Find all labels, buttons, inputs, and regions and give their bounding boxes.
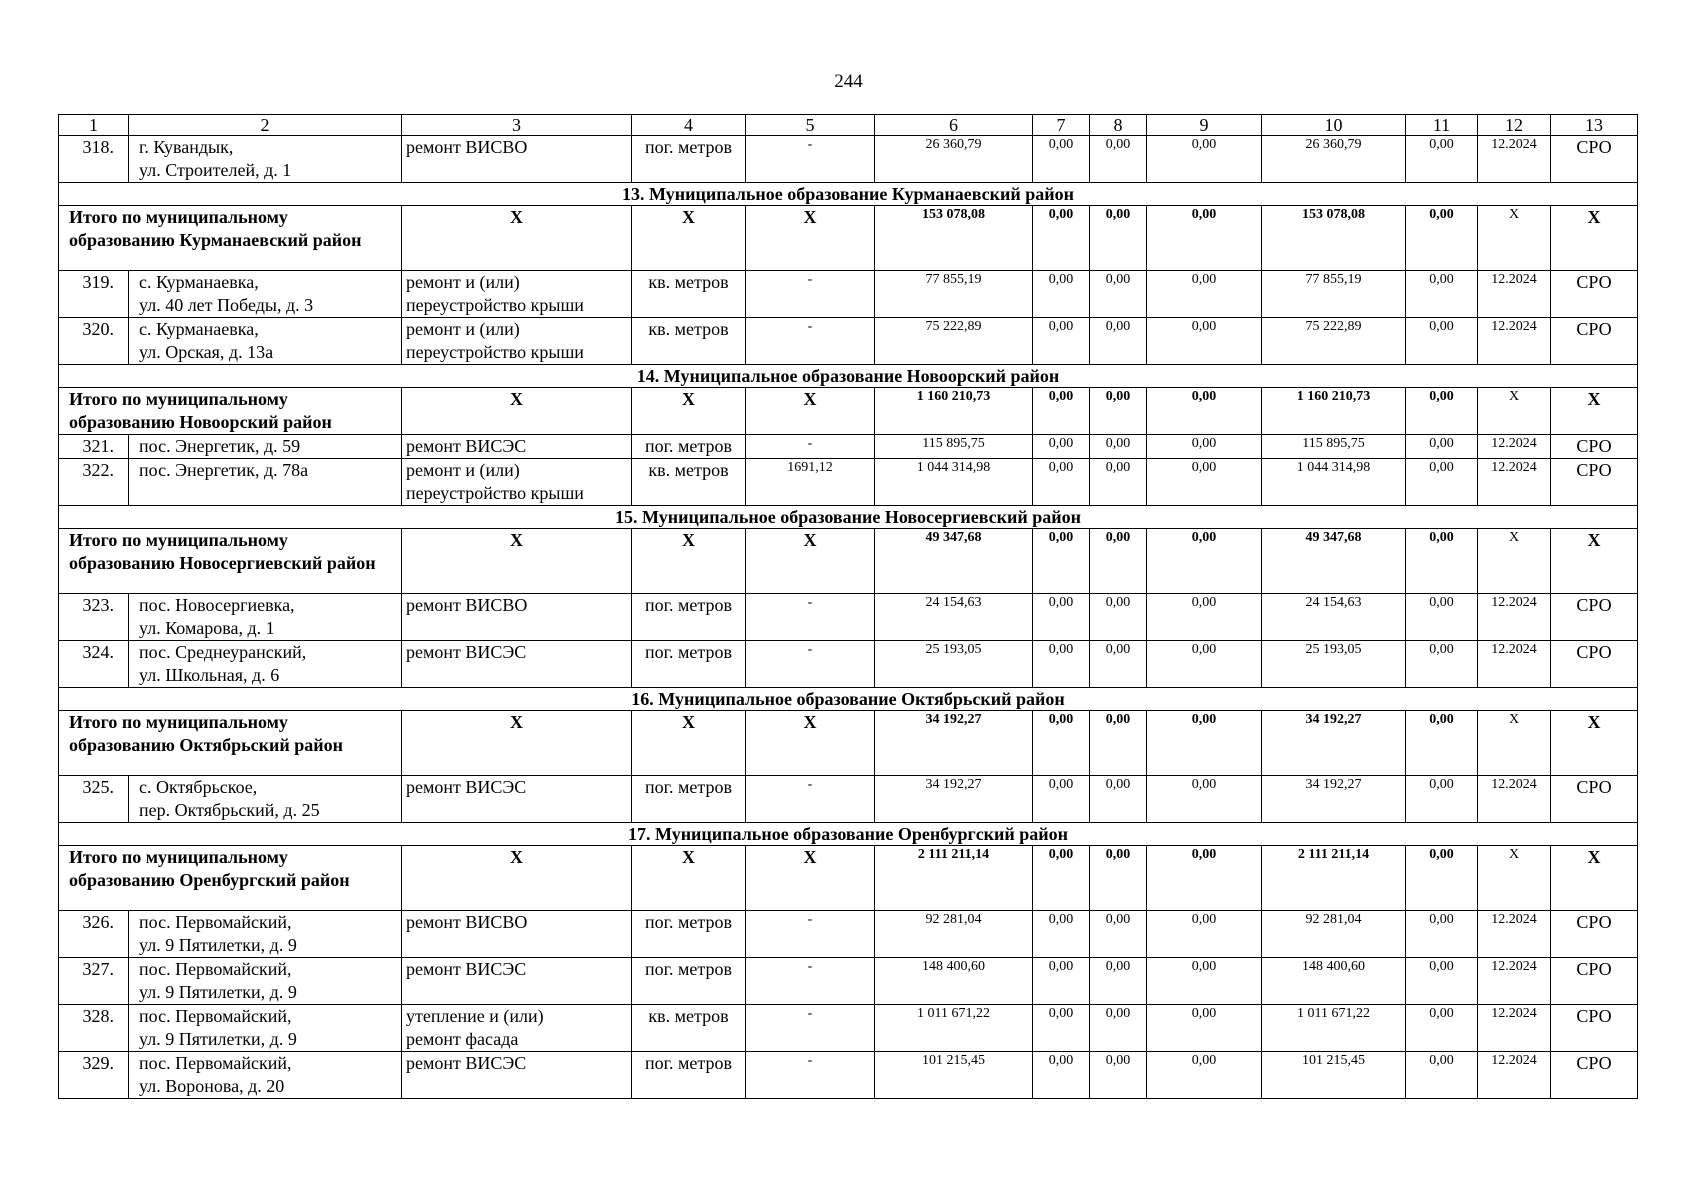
quantity-cell: - <box>746 1005 875 1052</box>
amount-cell: 0,00 <box>1090 1052 1147 1099</box>
work-type-cell <box>402 136 632 183</box>
address-line: ул. 40 лет Победы, д. 3 <box>139 295 314 315</box>
amount-cell: 92 281,04 <box>875 911 1033 958</box>
amount-cell: 2 111 211,14 <box>1262 846 1406 911</box>
method-cell: СРО <box>1551 318 1638 365</box>
amount-cell: 75 222,89 <box>875 318 1033 365</box>
amount-cell: 153 078,08 <box>1262 206 1406 271</box>
work-type-line: ремонт ВИСВО <box>406 912 528 932</box>
x-mark: X <box>402 846 632 911</box>
address-line: ул. Орская, д. 13а <box>139 342 274 362</box>
column-number: 1 <box>59 115 129 136</box>
subtotal-label: Итого по муниципальному образованию Новосергиевский район <box>59 529 402 594</box>
x-mark: X <box>1551 388 1638 435</box>
row-number: 320. <box>59 318 129 365</box>
row-number: 322. <box>59 459 129 506</box>
x-mark: X <box>1551 206 1638 271</box>
amount-cell: 1 044 314,98 <box>1262 459 1406 506</box>
amount-cell: 0,00 <box>1147 1052 1262 1099</box>
address-cell <box>129 594 402 641</box>
amount-cell: 75 222,89 <box>1262 318 1406 365</box>
section-header-row <box>59 506 1638 529</box>
x-mark: X <box>1478 846 1551 911</box>
section-header-row <box>59 823 1638 846</box>
amount-cell: 0,00 <box>1090 641 1147 688</box>
deadline-cell: 12.2024 <box>1478 136 1551 183</box>
address-cell <box>129 271 402 318</box>
unit-cell: пог. метров <box>632 1052 746 1099</box>
amount-cell: 0,00 <box>1090 435 1147 459</box>
quantity-cell: - <box>746 136 875 183</box>
amount-cell: 34 192,27 <box>875 711 1033 776</box>
column-number: 7 <box>1033 115 1090 136</box>
x-mark: X <box>746 388 875 435</box>
amount-cell: 0,00 <box>1147 776 1262 823</box>
row-number: 328. <box>59 1005 129 1052</box>
address-cell <box>129 1052 402 1099</box>
amount-cell: 0,00 <box>1406 529 1478 594</box>
section-header-row <box>59 183 1638 206</box>
subtotal-row <box>59 388 1638 435</box>
work-type-cell <box>402 318 632 365</box>
deadline-cell: 12.2024 <box>1478 271 1551 318</box>
work-type-cell <box>402 1052 632 1099</box>
amount-cell: 0,00 <box>1090 846 1147 911</box>
table-row <box>59 318 1638 365</box>
amount-cell: 0,00 <box>1033 711 1090 776</box>
work-type-line: ремонт ВИСЭС <box>406 436 527 456</box>
amount-cell: 34 192,27 <box>1262 776 1406 823</box>
work-type-cell <box>402 459 632 506</box>
address-line: г. Кувандык, <box>139 137 234 157</box>
work-type-line: ремонт и (или) <box>406 319 520 339</box>
unit-cell: пог. метров <box>632 594 746 641</box>
table-row <box>59 271 1638 318</box>
unit-cell: пог. метров <box>632 435 746 459</box>
work-type-line: ремонт ВИСЭС <box>406 777 527 797</box>
amount-cell: 0,00 <box>1033 529 1090 594</box>
x-mark: X <box>402 711 632 776</box>
amount-cell: 0,00 <box>1406 846 1478 911</box>
amount-cell: 0,00 <box>1033 958 1090 1005</box>
address-line: пос. Среднеуранский, <box>139 642 307 662</box>
work-type-cell <box>402 958 632 1005</box>
work-type-line: ремонт ВИСВО <box>406 137 528 157</box>
deadline-cell: 12.2024 <box>1478 318 1551 365</box>
table-row <box>59 136 1638 183</box>
amount-cell: 0,00 <box>1147 529 1262 594</box>
x-mark: X <box>746 711 875 776</box>
deadline-cell: 12.2024 <box>1478 435 1551 459</box>
row-number: 324. <box>59 641 129 688</box>
work-type-line: ремонт ВИСЭС <box>406 959 527 979</box>
address-line: ул. 9 Пятилетки, д. 9 <box>139 1029 297 1049</box>
address-cell <box>129 459 402 506</box>
address-line: с. Октябрьское, <box>139 777 258 797</box>
quantity-cell: - <box>746 958 875 1005</box>
amount-cell: 0,00 <box>1033 1052 1090 1099</box>
column-number: 5 <box>746 115 875 136</box>
method-cell: СРО <box>1551 958 1638 1005</box>
quantity-cell: - <box>746 1052 875 1099</box>
unit-cell: кв. метров <box>632 318 746 365</box>
work-type-cell <box>402 594 632 641</box>
column-number: 13 <box>1551 115 1638 136</box>
amount-cell: 101 215,45 <box>1262 1052 1406 1099</box>
x-mark: X <box>1478 529 1551 594</box>
address-cell <box>129 1005 402 1052</box>
address-line: пос. Первомайский, <box>139 1053 292 1073</box>
row-number: 326. <box>59 911 129 958</box>
quantity-cell: - <box>746 271 875 318</box>
column-number: 4 <box>632 115 746 136</box>
quantity-cell: - <box>746 318 875 365</box>
amount-cell: 49 347,68 <box>875 529 1033 594</box>
table-body <box>59 115 1638 1099</box>
amount-cell: 0,00 <box>1406 1052 1478 1099</box>
amount-cell: 0,00 <box>1033 594 1090 641</box>
amount-cell: 0,00 <box>1147 206 1262 271</box>
amount-cell: 148 400,60 <box>875 958 1033 1005</box>
address-cell <box>129 435 402 459</box>
x-mark: X <box>1551 846 1638 911</box>
table-row <box>59 641 1638 688</box>
address-line: пос. Первомайский, <box>139 912 292 932</box>
method-cell: СРО <box>1551 776 1638 823</box>
x-mark: X <box>632 206 746 271</box>
subtotal-row <box>59 529 1638 594</box>
amount-cell: 0,00 <box>1090 459 1147 506</box>
x-mark: X <box>402 206 632 271</box>
amount-cell: 0,00 <box>1033 1005 1090 1052</box>
x-mark: X <box>1551 529 1638 594</box>
amount-cell: 0,00 <box>1090 594 1147 641</box>
amount-cell: 0,00 <box>1406 388 1478 435</box>
amount-cell: 0,00 <box>1147 1005 1262 1052</box>
section-header-row <box>59 365 1638 388</box>
amount-cell: 0,00 <box>1406 641 1478 688</box>
unit-cell: кв. метров <box>632 271 746 318</box>
address-line: ул. 9 Пятилетки, д. 9 <box>139 935 297 955</box>
unit-cell: пог. метров <box>632 641 746 688</box>
work-type-cell <box>402 911 632 958</box>
address-cell <box>129 958 402 1005</box>
address-cell <box>129 776 402 823</box>
amount-cell: 26 360,79 <box>875 136 1033 183</box>
row-number: 329. <box>59 1052 129 1099</box>
work-type-cell <box>402 435 632 459</box>
amount-cell: 0,00 <box>1406 1005 1478 1052</box>
work-type-cell <box>402 776 632 823</box>
deadline-cell: 12.2024 <box>1478 641 1551 688</box>
unit-cell: кв. метров <box>632 459 746 506</box>
address-line: ул. Строителей, д. 1 <box>139 160 292 180</box>
quantity-cell: - <box>746 594 875 641</box>
amount-cell: 0,00 <box>1406 594 1478 641</box>
row-number: 325. <box>59 776 129 823</box>
amount-cell: 77 855,19 <box>1262 271 1406 318</box>
subtotal-label: Итого по муниципальному образованию Оренбургский район <box>59 846 402 911</box>
subtotal-row <box>59 711 1638 776</box>
amount-cell: 0,00 <box>1406 136 1478 183</box>
amount-cell: 1 160 210,73 <box>1262 388 1406 435</box>
amount-cell: 0,00 <box>1033 318 1090 365</box>
amount-cell: 1 044 314,98 <box>875 459 1033 506</box>
address-line: ул. Комарова, д. 1 <box>139 618 275 638</box>
amount-cell: 0,00 <box>1147 711 1262 776</box>
table-row <box>59 1052 1638 1099</box>
amount-cell: 0,00 <box>1406 271 1478 318</box>
row-number: 318. <box>59 136 129 183</box>
amount-cell: 0,00 <box>1090 911 1147 958</box>
amount-cell: 0,00 <box>1090 711 1147 776</box>
table-row <box>59 435 1638 459</box>
method-cell: СРО <box>1551 641 1638 688</box>
x-mark: X <box>402 529 632 594</box>
amount-cell: 0,00 <box>1147 594 1262 641</box>
column-number: 11 <box>1406 115 1478 136</box>
work-type-line: переустройство крыши <box>406 342 584 362</box>
amount-cell: 0,00 <box>1090 529 1147 594</box>
subtotal-label: Итого по муниципальному образованию Курманаевский район <box>59 206 402 271</box>
address-line: пос. Энергетик, д. 78а <box>139 460 309 480</box>
work-type-line: ремонт ВИСВО <box>406 595 528 615</box>
amount-cell: 77 855,19 <box>875 271 1033 318</box>
address-line: ул. Школьная, д. 6 <box>139 665 280 685</box>
table-row <box>59 594 1638 641</box>
address-cell <box>129 641 402 688</box>
amount-cell: 0,00 <box>1147 911 1262 958</box>
section-title: 13. Муниципальное образование Курманаевский район <box>59 183 1638 206</box>
method-cell: СРО <box>1551 594 1638 641</box>
section-title: 15. Муниципальное образование Новосергиевский район <box>59 506 1638 529</box>
amount-cell: 0,00 <box>1033 435 1090 459</box>
quantity-cell: - <box>746 435 875 459</box>
deadline-cell: 12.2024 <box>1478 958 1551 1005</box>
table-row <box>59 911 1638 958</box>
unit-cell: кв. метров <box>632 1005 746 1052</box>
column-number: 2 <box>129 115 402 136</box>
row-number: 321. <box>59 435 129 459</box>
amount-cell: 0,00 <box>1033 388 1090 435</box>
amount-cell: 0,00 <box>1147 271 1262 318</box>
work-type-line: переустройство крыши <box>406 295 584 315</box>
amount-cell: 1 011 671,22 <box>875 1005 1033 1052</box>
work-type-line: ремонт ВИСЭС <box>406 1053 527 1073</box>
amount-cell: 0,00 <box>1406 958 1478 1005</box>
deadline-cell: 12.2024 <box>1478 776 1551 823</box>
section-title: 17. Муниципальное образование Оренбургский район <box>59 823 1638 846</box>
amount-cell: 0,00 <box>1090 958 1147 1005</box>
table-row <box>59 958 1638 1005</box>
section-title: 14. Муниципальное образование Новоорский район <box>59 365 1638 388</box>
x-mark: X <box>632 529 746 594</box>
quantity-cell: 1691,12 <box>746 459 875 506</box>
amount-cell: 115 895,75 <box>875 435 1033 459</box>
method-cell: СРО <box>1551 271 1638 318</box>
amount-cell: 0,00 <box>1033 776 1090 823</box>
amount-cell: 101 215,45 <box>875 1052 1033 1099</box>
x-mark: X <box>1551 711 1638 776</box>
address-cell <box>129 911 402 958</box>
amount-cell: 0,00 <box>1147 388 1262 435</box>
amount-cell: 1 011 671,22 <box>1262 1005 1406 1052</box>
amount-cell: 0,00 <box>1406 435 1478 459</box>
column-number: 10 <box>1262 115 1406 136</box>
amount-cell: 0,00 <box>1090 1005 1147 1052</box>
amount-cell: 0,00 <box>1033 136 1090 183</box>
work-type-line: ремонт и (или) <box>406 272 520 292</box>
amount-cell: 26 360,79 <box>1262 136 1406 183</box>
subtotal-row <box>59 206 1638 271</box>
unit-cell: пог. метров <box>632 911 746 958</box>
amount-cell: 0,00 <box>1147 459 1262 506</box>
work-type-line: ремонт и (или) <box>406 460 520 480</box>
method-cell: СРО <box>1551 1005 1638 1052</box>
table-row <box>59 459 1638 506</box>
amount-cell: 115 895,75 <box>1262 435 1406 459</box>
amount-cell: 0,00 <box>1033 846 1090 911</box>
x-mark: X <box>746 846 875 911</box>
amount-cell: 0,00 <box>1033 271 1090 318</box>
method-cell: СРО <box>1551 1052 1638 1099</box>
amount-cell: 24 154,63 <box>875 594 1033 641</box>
address-cell <box>129 318 402 365</box>
amount-cell: 34 192,27 <box>1262 711 1406 776</box>
address-line: с. Курманаевка, <box>139 272 259 292</box>
amount-cell: 0,00 <box>1090 206 1147 271</box>
subtotal-row <box>59 846 1638 911</box>
section-title: 16. Муниципальное образование Октябрьский район <box>59 688 1638 711</box>
address-line: с. Курманаевка, <box>139 319 259 339</box>
x-mark: X <box>402 388 632 435</box>
amount-cell: 0,00 <box>1033 206 1090 271</box>
x-mark: X <box>632 846 746 911</box>
deadline-cell: 12.2024 <box>1478 1052 1551 1099</box>
x-mark: X <box>632 711 746 776</box>
deadline-cell: 12.2024 <box>1478 911 1551 958</box>
amount-cell: 0,00 <box>1033 641 1090 688</box>
amount-cell: 0,00 <box>1406 711 1478 776</box>
work-type-line: ремонт ВИСЭС <box>406 642 527 662</box>
amount-cell: 0,00 <box>1406 459 1478 506</box>
work-type-line: переустройство крыши <box>406 483 584 503</box>
column-number: 12 <box>1478 115 1551 136</box>
amount-cell: 92 281,04 <box>1262 911 1406 958</box>
unit-cell: пог. метров <box>632 136 746 183</box>
unit-cell: пог. метров <box>632 776 746 823</box>
page-number: 244 <box>834 71 863 92</box>
amount-cell: 49 347,68 <box>1262 529 1406 594</box>
address-line: пер. Октябрьский, д. 25 <box>139 800 320 820</box>
work-type-cell <box>402 1005 632 1052</box>
amount-cell: 0,00 <box>1147 958 1262 1005</box>
subtotal-label: Итого по муниципальному образованию Октябрьский район <box>59 711 402 776</box>
address-line: пос. Энергетик, д. 59 <box>139 436 301 456</box>
amount-cell: 25 193,05 <box>1262 641 1406 688</box>
deadline-cell: 12.2024 <box>1478 459 1551 506</box>
amount-cell: 34 192,27 <box>875 776 1033 823</box>
work-type-line: ремонт фасада <box>406 1029 519 1049</box>
column-number: 8 <box>1090 115 1147 136</box>
work-type-cell <box>402 271 632 318</box>
amount-cell: 1 160 210,73 <box>875 388 1033 435</box>
quantity-cell: - <box>746 776 875 823</box>
amount-cell: 153 078,08 <box>875 206 1033 271</box>
work-type-line: утепление и (или) <box>406 1006 544 1026</box>
amount-cell: 0,00 <box>1147 435 1262 459</box>
row-number: 319. <box>59 271 129 318</box>
amount-cell: 0,00 <box>1090 388 1147 435</box>
table-row <box>59 1005 1638 1052</box>
deadline-cell: 12.2024 <box>1478 594 1551 641</box>
amount-cell: 0,00 <box>1406 206 1478 271</box>
amount-cell: 0,00 <box>1090 136 1147 183</box>
address-line: ул. Воронова, д. 20 <box>139 1076 285 1096</box>
amount-cell: 0,00 <box>1090 776 1147 823</box>
amount-cell: 0,00 <box>1147 136 1262 183</box>
x-mark: X <box>1478 388 1551 435</box>
column-number: 3 <box>402 115 632 136</box>
quantity-cell: - <box>746 641 875 688</box>
amount-cell: 148 400,60 <box>1262 958 1406 1005</box>
x-mark: X <box>1478 711 1551 776</box>
column-number: 6 <box>875 115 1033 136</box>
row-number: 327. <box>59 958 129 1005</box>
subtotal-label: Итого по муниципальному образованию Новоорский район <box>59 388 402 435</box>
column-number: 9 <box>1147 115 1262 136</box>
method-cell: СРО <box>1551 136 1638 183</box>
amount-cell: 0,00 <box>1147 318 1262 365</box>
amount-cell: 24 154,63 <box>1262 594 1406 641</box>
work-type-cell <box>402 641 632 688</box>
amount-cell: 25 193,05 <box>875 641 1033 688</box>
method-cell: СРО <box>1551 911 1638 958</box>
address-line: ул. 9 Пятилетки, д. 9 <box>139 982 297 1002</box>
repair-program-table <box>58 114 1638 1099</box>
amount-cell: 0,00 <box>1147 846 1262 911</box>
amount-cell: 0,00 <box>1406 318 1478 365</box>
column-number-row <box>59 115 1638 136</box>
amount-cell: 0,00 <box>1033 459 1090 506</box>
amount-cell: 0,00 <box>1033 911 1090 958</box>
method-cell: СРО <box>1551 459 1638 506</box>
deadline-cell: 12.2024 <box>1478 1005 1551 1052</box>
table-row <box>59 776 1638 823</box>
address-line: пос. Первомайский, <box>139 1006 292 1026</box>
address-cell <box>129 136 402 183</box>
address-line: пос. Первомайский, <box>139 959 292 979</box>
x-mark: X <box>746 529 875 594</box>
amount-cell: 0,00 <box>1406 911 1478 958</box>
section-header-row <box>59 688 1638 711</box>
address-line: пос. Новосергиевка, <box>139 595 295 615</box>
row-number: 323. <box>59 594 129 641</box>
x-mark: X <box>632 388 746 435</box>
method-cell: СРО <box>1551 435 1638 459</box>
amount-cell: 0,00 <box>1090 318 1147 365</box>
x-mark: X <box>746 206 875 271</box>
unit-cell: пог. метров <box>632 958 746 1005</box>
amount-cell: 0,00 <box>1090 271 1147 318</box>
amount-cell: 0,00 <box>1406 776 1478 823</box>
quantity-cell: - <box>746 911 875 958</box>
amount-cell: 0,00 <box>1147 641 1262 688</box>
amount-cell: 2 111 211,14 <box>875 846 1033 911</box>
x-mark: X <box>1478 206 1551 271</box>
